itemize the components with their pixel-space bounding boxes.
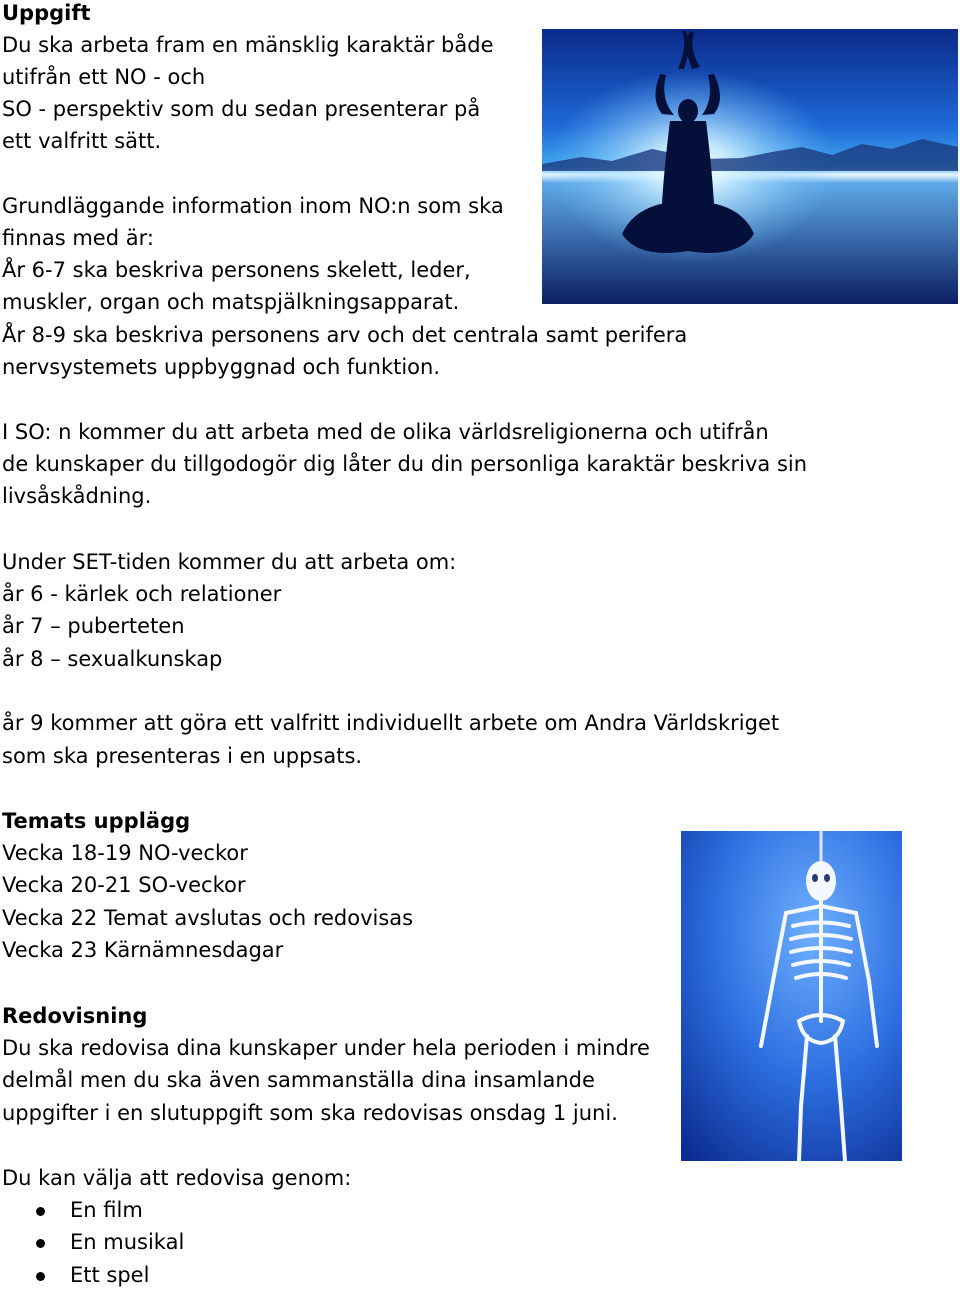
week-line: Vecka 22 Temat avslutas och redovisas bbox=[2, 906, 414, 930]
week-line: Vecka 23 Kärnämnesdagar bbox=[2, 938, 284, 962]
anatomical-skeleton-photo bbox=[681, 831, 902, 1161]
bullet-icon bbox=[36, 1239, 45, 1248]
week-line: Vecka 18-19 NO-veckor bbox=[2, 841, 248, 865]
options-intro: Du kan välja att redovisa genom: bbox=[2, 1166, 352, 1190]
option-item: En musikal bbox=[70, 1230, 185, 1254]
set-line: år 7 – puberteten bbox=[2, 614, 185, 638]
year9-line: som ska presenteras i en uppsats. bbox=[2, 744, 363, 768]
so-line: I SO: n kommer du att arbeta med de olika världsreligionerna och utifrån bbox=[2, 420, 769, 444]
intro-line: utifrån ett NO - och bbox=[2, 65, 206, 89]
yoga-silhouette-photo bbox=[542, 29, 958, 304]
theme-heading: Temats upplägg bbox=[2, 809, 191, 833]
so-line: livsåskådning. bbox=[2, 484, 152, 508]
yoga-photo-graphic bbox=[542, 29, 958, 304]
no-line: muskler, organ och matspjälkningsapparat. bbox=[2, 290, 460, 314]
no-line: finnas med är: bbox=[2, 226, 154, 250]
no-line: År 6-7 ska beskriva personens skelett, leder, bbox=[2, 258, 471, 282]
option-item: Ett spel bbox=[70, 1263, 150, 1287]
no-line: Grundläggande information inom NO:n som ska bbox=[2, 194, 504, 218]
presentation-heading: Redovisning bbox=[2, 1004, 148, 1028]
set-line: år 6 - kärlek och relationer bbox=[2, 582, 282, 606]
presentation-line: delmål men du ska även sammanställa dina insamlande bbox=[2, 1068, 595, 1092]
option-item: En film bbox=[70, 1198, 143, 1222]
task-heading: Uppgift bbox=[2, 1, 91, 25]
skeleton-photo-graphic bbox=[681, 831, 902, 1161]
bullet-icon bbox=[36, 1272, 45, 1281]
week-line: Vecka 20-21 SO-veckor bbox=[2, 873, 246, 897]
presentation-line: uppgifter i en slutuppgift som ska redovisas onsdag 1 juni. bbox=[2, 1101, 618, 1125]
no-line: nervsystemets uppbyggnad och funktion. bbox=[2, 355, 441, 379]
set-line: Under SET-tiden kommer du att arbeta om: bbox=[2, 550, 457, 574]
so-line: de kunskaper du tillgodogör dig låter du din personliga karaktär beskriva sin bbox=[2, 452, 808, 476]
bullet-icon bbox=[36, 1207, 45, 1216]
set-line: år 8 – sexualkunskap bbox=[2, 647, 223, 671]
intro-line: Du ska arbeta fram en mänsklig karaktär både bbox=[2, 33, 494, 57]
no-line: År 8-9 ska beskriva personens arv och det centrala samt perifera bbox=[2, 323, 688, 347]
presentation-line: Du ska redovisa dina kunskaper under hela perioden i mindre bbox=[2, 1036, 650, 1060]
year9-line: år 9 kommer att göra ett valfritt individuellt arbete om Andra Världskriget bbox=[2, 711, 780, 735]
intro-line: SO - perspektiv som du sedan presenterar på bbox=[2, 97, 481, 121]
intro-line: ett valfritt sätt. bbox=[2, 129, 162, 153]
